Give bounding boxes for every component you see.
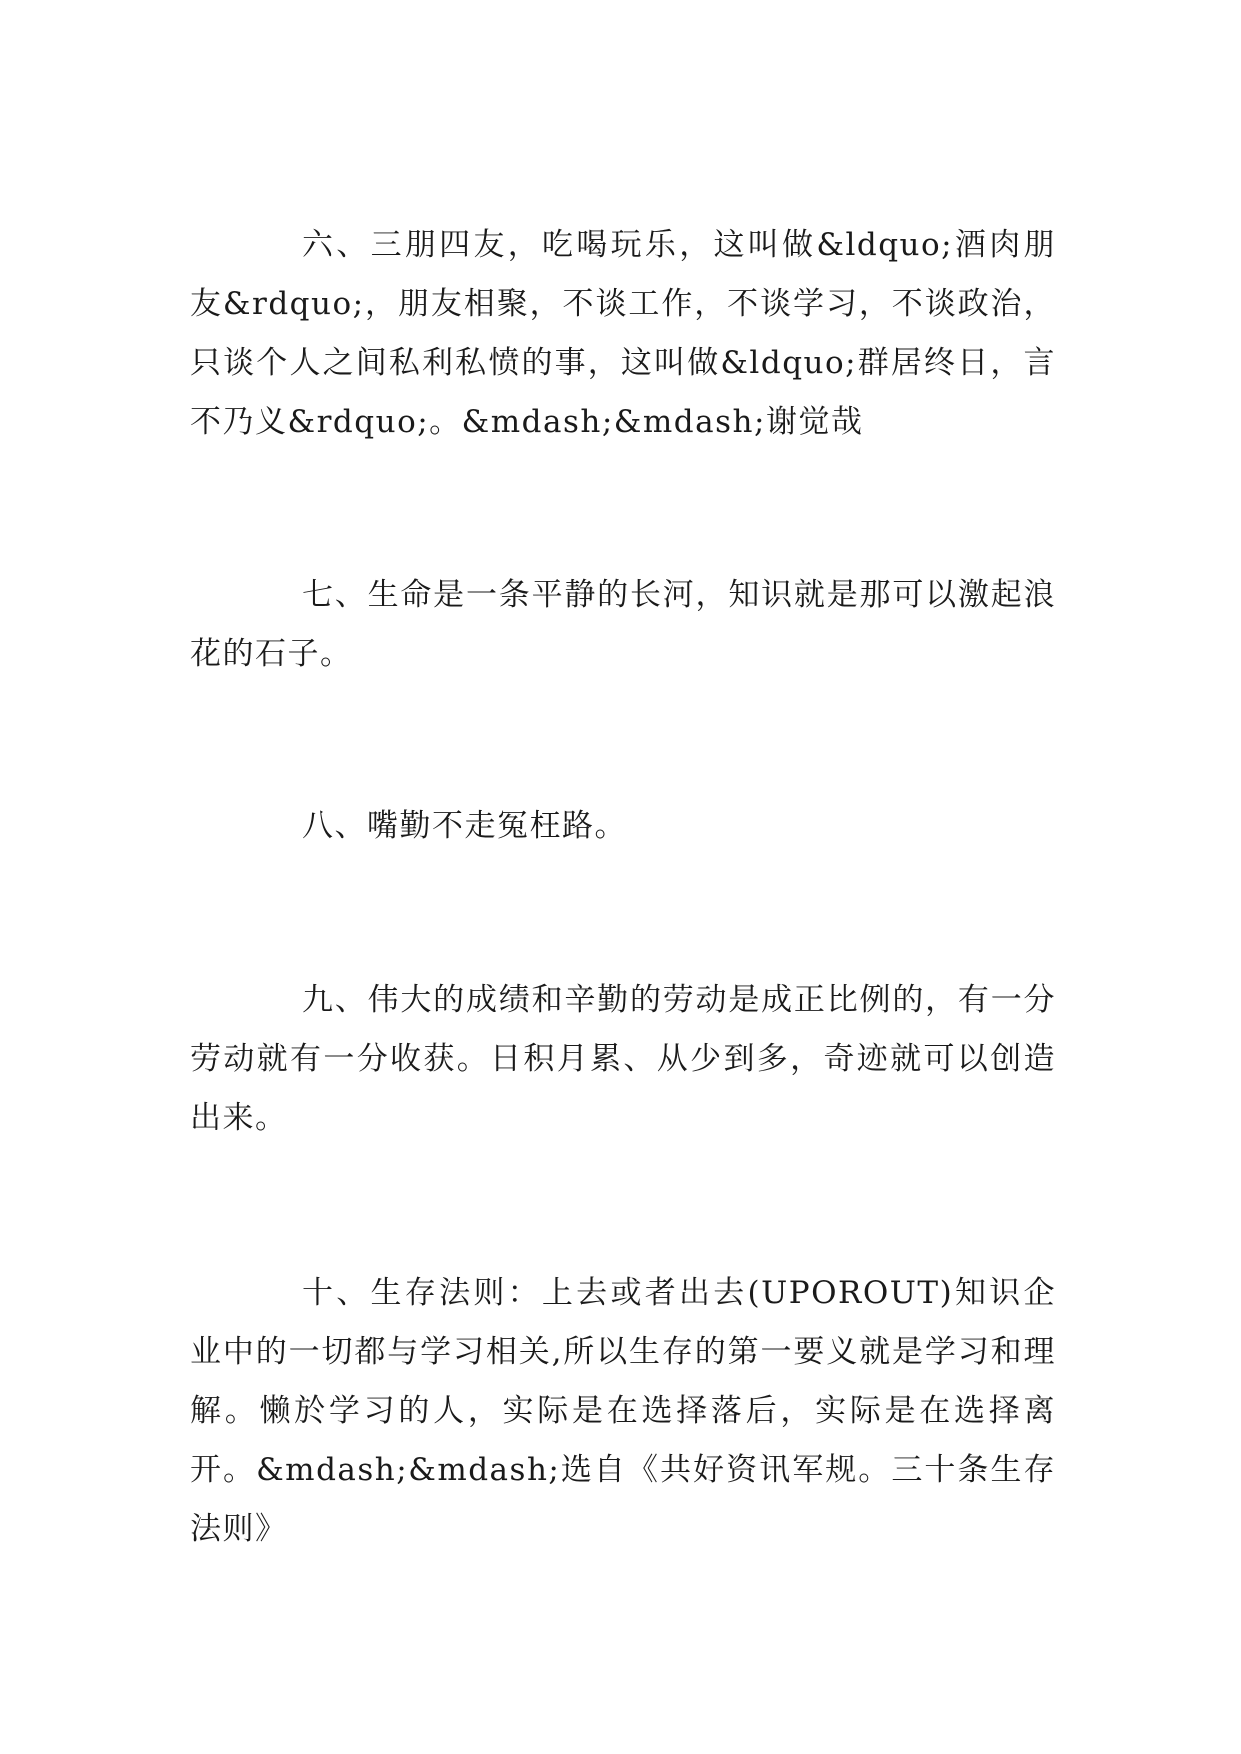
paragraph-seven: 七、生命是一条平静的长河，知识就是那可以激起浪花的石子。 — [190, 577, 1056, 672]
paragraph-six: 六、三朋四友，吃喝玩乐，这叫做&ldquo;酒肉朋友&rdquo;，朋友相聚，不谈工作，不谈学习，不谈政治，只谈个人之间私利私愤的事，这叫做&ldquo;群居终日，言不乃义&rdquo;。&mdash;&mdash;谢觉哉 — [190, 227, 1056, 440]
paragraph-nine: 九、伟大的成绩和辛勤的劳动是成正比例的，有一分劳动就有一分收获。日积月累、从少到多，奇迹就可以创造出来。 — [190, 982, 1056, 1136]
paragraph-ten: 十、生存法则：上去或者出去(UPOROUT)知识企业中的一切都与学习相关,所以生存的第一要义就是学习和理解。懒於学习的人，实际是在选择落后，实际是在选择离开。&mdash;&mdash;选自《共好资讯军规。三十条生存法则》 — [190, 1275, 1056, 1547]
paragraph-eight: 八、嘴勤不走冤枉路。 — [302, 808, 627, 844]
